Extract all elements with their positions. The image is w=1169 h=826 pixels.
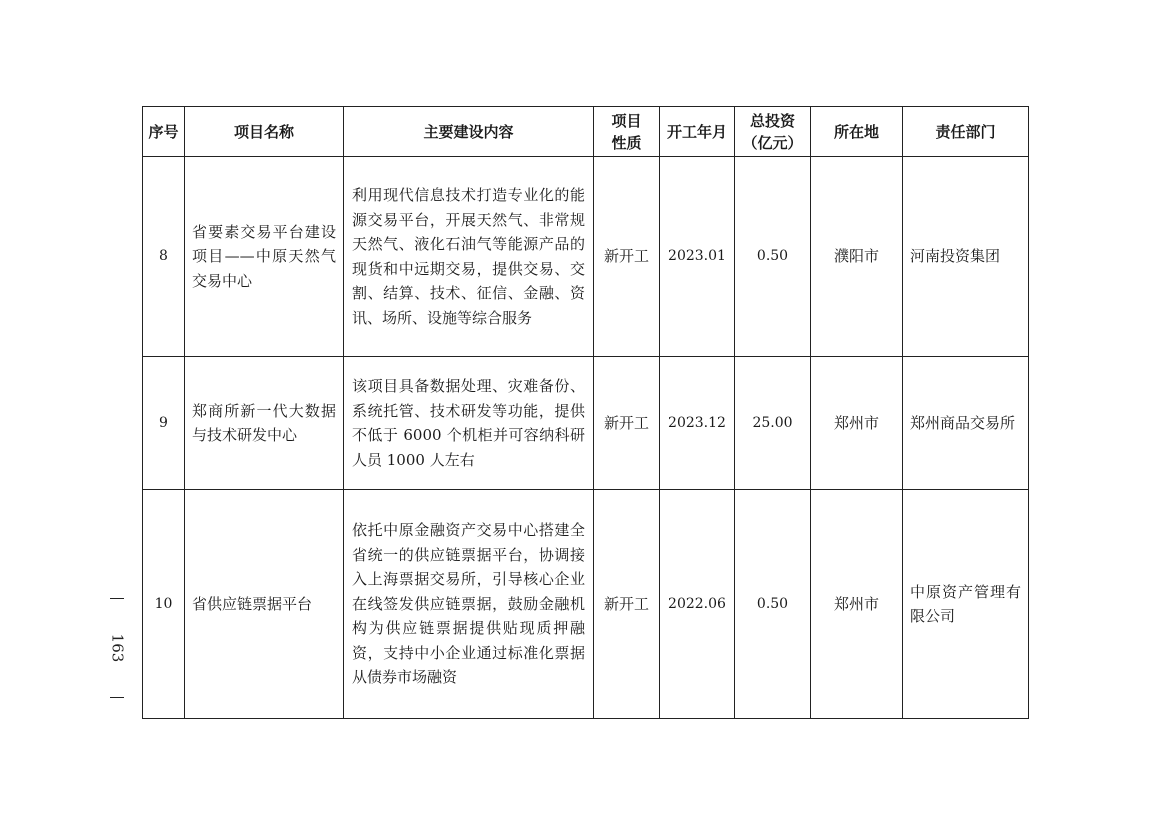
page-number — [103, 598, 131, 698]
cell-name: 省要素交易平台建设项目——中原天然气交易中心 — [185, 157, 344, 357]
cell-location: 郑州市 — [811, 357, 903, 490]
cell-investment: 0.50 — [735, 157, 811, 357]
cell-seq: 8 — [143, 157, 185, 357]
header-seq: 序号 — [143, 107, 185, 157]
header-dept: 责任部门 — [903, 107, 1029, 157]
page-number-dash-top — [110, 598, 124, 599]
table-row — [143, 357, 1029, 490]
cell-dept: 中原资产管理有限公司 — [903, 490, 1029, 719]
cell-location: 濮阳市 — [811, 157, 903, 357]
header-content: 主要建设内容 — [344, 107, 594, 157]
header-location: 所在地 — [811, 107, 903, 157]
cell-nature: 新开工 — [594, 157, 660, 357]
header-nature — [594, 107, 660, 157]
cell-investment: 0.50 — [735, 490, 811, 719]
cell-seq: 9 — [143, 357, 185, 490]
cell-name: 省供应链票据平台 — [185, 490, 344, 719]
cell-content: 依托中原金融资产交易中心搭建全省统一的供应链票据平台，协调接入上海票据交易所，引导核心企业在线签发供应链票据，鼓励金融机构为供应链票据提供贴现质押融资，支持中小企业通过标准化票据从债券市场融资 — [344, 490, 594, 719]
header-name: 项目名称 — [185, 107, 344, 157]
header-investment — [735, 107, 811, 157]
header-nature-line1: 项目 — [611, 111, 642, 130]
cell-seq: 10 — [143, 490, 185, 719]
cell-location: 郑州市 — [811, 490, 903, 719]
cell-dept: 河南投资集团 — [903, 157, 1029, 357]
cell-name: 郑商所新一代大数据与技术研发中心 — [185, 357, 344, 490]
projects-table — [142, 106, 1029, 719]
header-nature-line2: 性质 — [611, 133, 642, 152]
header-row — [143, 107, 1029, 157]
page-number-text: 163 — [108, 633, 127, 663]
header-investment-line2: （亿元） — [742, 133, 803, 152]
cell-content: 利用现代信息技术打造专业化的能源交易平台，开展天然气、非常规天然气、液化石油气等能源产品的现货和中远期交易，提供交易、交割、结算、技术、征信、金融、资讯、场所、设施等综合服务 — [344, 157, 594, 357]
table-row — [143, 490, 1029, 719]
cell-start: 2023.12 — [660, 357, 735, 490]
header-start: 开工年月 — [660, 107, 735, 157]
header-investment-line1: 总投资 — [749, 111, 795, 130]
cell-dept: 郑州商品交易所 — [903, 357, 1029, 490]
cell-investment: 25.00 — [735, 357, 811, 490]
cell-start: 2022.06 — [660, 490, 735, 719]
cell-content: 该项目具备数据处理、灾难备份、系统托管、技术研发等功能，提供不低于 6000 个机柜并可容纳科研人员 1000 人左右 — [344, 357, 594, 490]
page-number-dash-bottom — [110, 697, 124, 698]
cell-nature: 新开工 — [594, 357, 660, 490]
cell-nature: 新开工 — [594, 490, 660, 719]
cell-start: 2023.01 — [660, 157, 735, 357]
table-row — [143, 157, 1029, 357]
